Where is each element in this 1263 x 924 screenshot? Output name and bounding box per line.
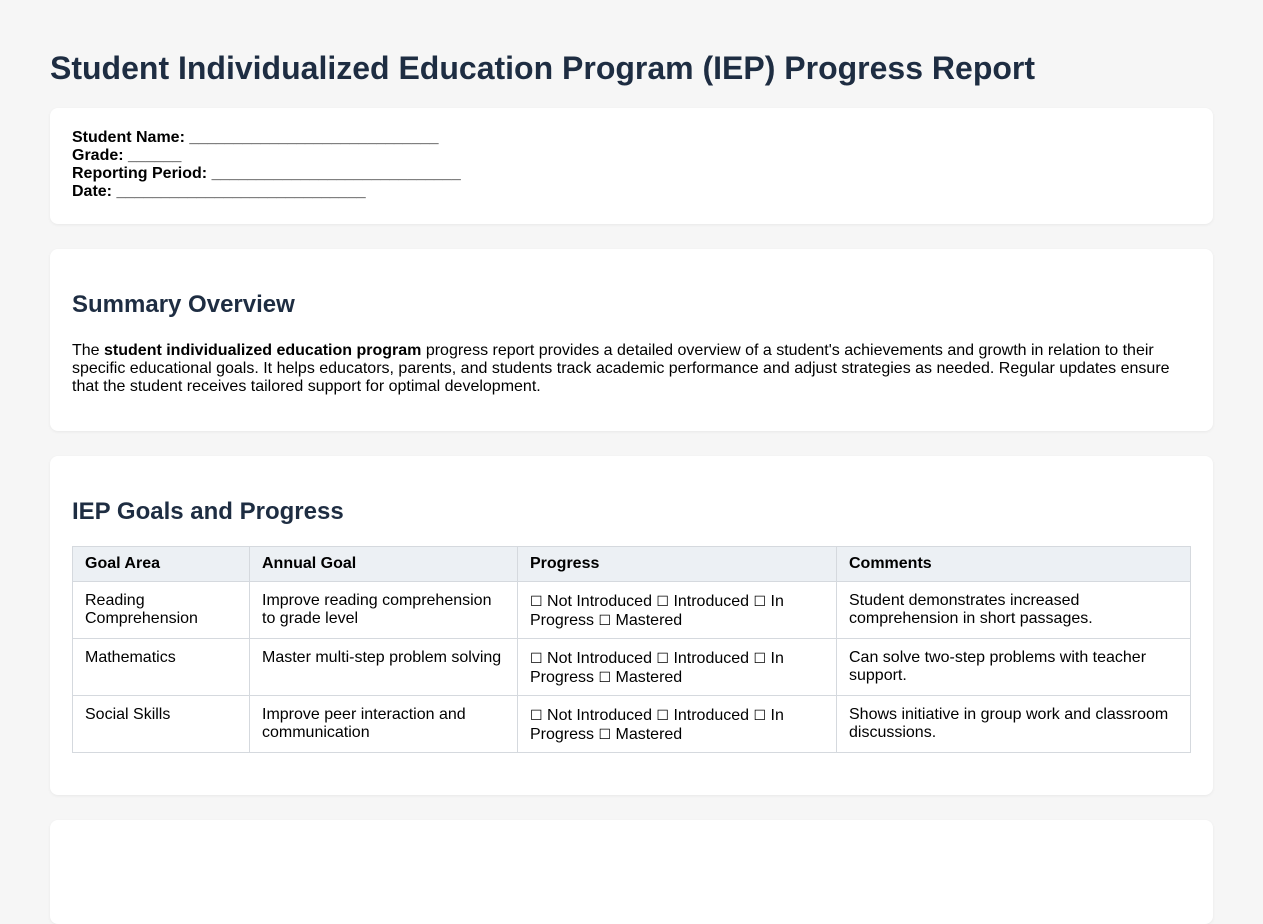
checkbox-icon[interactable]: ☐ (598, 726, 612, 742)
student-name-field[interactable]: Student Name: ____________________________ (72, 129, 439, 146)
comments-cell: Student demonstrates increased comprehension in short passages. (837, 582, 1191, 639)
goal-area-cell: Reading Comprehension (73, 582, 250, 639)
annual-goal-cell: Improve peer interaction and communication (250, 696, 518, 753)
checkbox-icon[interactable]: ☐ (530, 593, 543, 609)
progress-checkbox[interactable]: ☐ Mastered (598, 612, 683, 629)
progress-checkbox[interactable]: ☐ In Progress (530, 593, 784, 629)
progress-checkbox[interactable]: ☐ Introduced (656, 593, 750, 610)
goal-area-cell: Mathematics (73, 639, 250, 696)
progress-checkbox[interactable]: ☐ Introduced (656, 650, 750, 667)
col-comments: Comments (837, 547, 1191, 582)
summary-text: The student individualized education program progress report provides a detailed overview of a student's achievements and growth in relation to their specific educational goals. It helps educators, parents, and students track academic performance and adjust strategies as needed. Regular updates ensure that the student receives tailored support for optimal development. (72, 342, 1170, 395)
col-annual-goal: Annual Goal (250, 547, 518, 582)
goals-table (72, 546, 1191, 753)
checkbox-icon[interactable]: ☐ (656, 707, 669, 723)
comments-cell: Shows initiative in group work and classroom discussions. (837, 696, 1191, 753)
checkbox-icon[interactable]: ☐ (598, 669, 612, 685)
progress-checkbox[interactable]: ☐ Mastered (598, 669, 683, 686)
checkbox-icon[interactable]: ☐ (753, 593, 767, 609)
progress-cell (518, 696, 837, 753)
checkbox-icon[interactable]: ☐ (656, 593, 669, 609)
reporting-period-field[interactable]: Reporting Period: ____________________________ (72, 165, 461, 182)
checkbox-icon[interactable]: ☐ (598, 612, 612, 628)
student-info-card (50, 108, 1213, 224)
goal-area-cell: Social Skills (73, 696, 250, 753)
progress-checkbox[interactable]: ☐ Not Introduced (530, 593, 652, 610)
progress-checkbox[interactable]: ☐ Not Introduced (530, 650, 652, 667)
progress-checkbox[interactable]: ☐ Introduced (656, 707, 750, 724)
annual-goal-cell: Improve reading comprehension to grade level (250, 582, 518, 639)
progress-cell (518, 582, 837, 639)
page-title: Student Individualized Education Program (IEP) Progress Report (50, 50, 1036, 86)
progress-checkbox[interactable]: ☐ Mastered (598, 726, 683, 743)
table-row (73, 639, 1191, 696)
col-progress: Progress (518, 547, 837, 582)
checkbox-icon[interactable]: ☐ (530, 707, 543, 723)
progress-checkbox[interactable]: ☐ Not Introduced (530, 707, 652, 724)
summary-card (50, 249, 1213, 431)
grade-field[interactable]: Grade: ______ (72, 147, 182, 164)
next-card (50, 820, 1213, 924)
goals-heading: IEP Goals and Progress (72, 498, 344, 525)
progress-cell (518, 639, 837, 696)
comments-cell: Can solve two-step problems with teacher support. (837, 639, 1191, 696)
progress-checkbox[interactable]: ☐ In Progress (530, 650, 784, 686)
checkbox-icon[interactable]: ☐ (753, 650, 767, 666)
date-field[interactable]: Date: ____________________________ (72, 183, 366, 200)
col-goal-area: Goal Area (73, 547, 250, 582)
summary-heading: Summary Overview (72, 291, 295, 318)
checkbox-icon[interactable]: ☐ (656, 650, 669, 666)
checkbox-icon[interactable]: ☐ (530, 650, 543, 666)
progress-checkbox[interactable]: ☐ In Progress (530, 707, 784, 743)
table-row (73, 582, 1191, 639)
checkbox-icon[interactable]: ☐ (753, 707, 767, 723)
goals-card (50, 456, 1213, 795)
table-row (73, 696, 1191, 753)
annual-goal-cell: Master multi-step problem solving (250, 639, 518, 696)
